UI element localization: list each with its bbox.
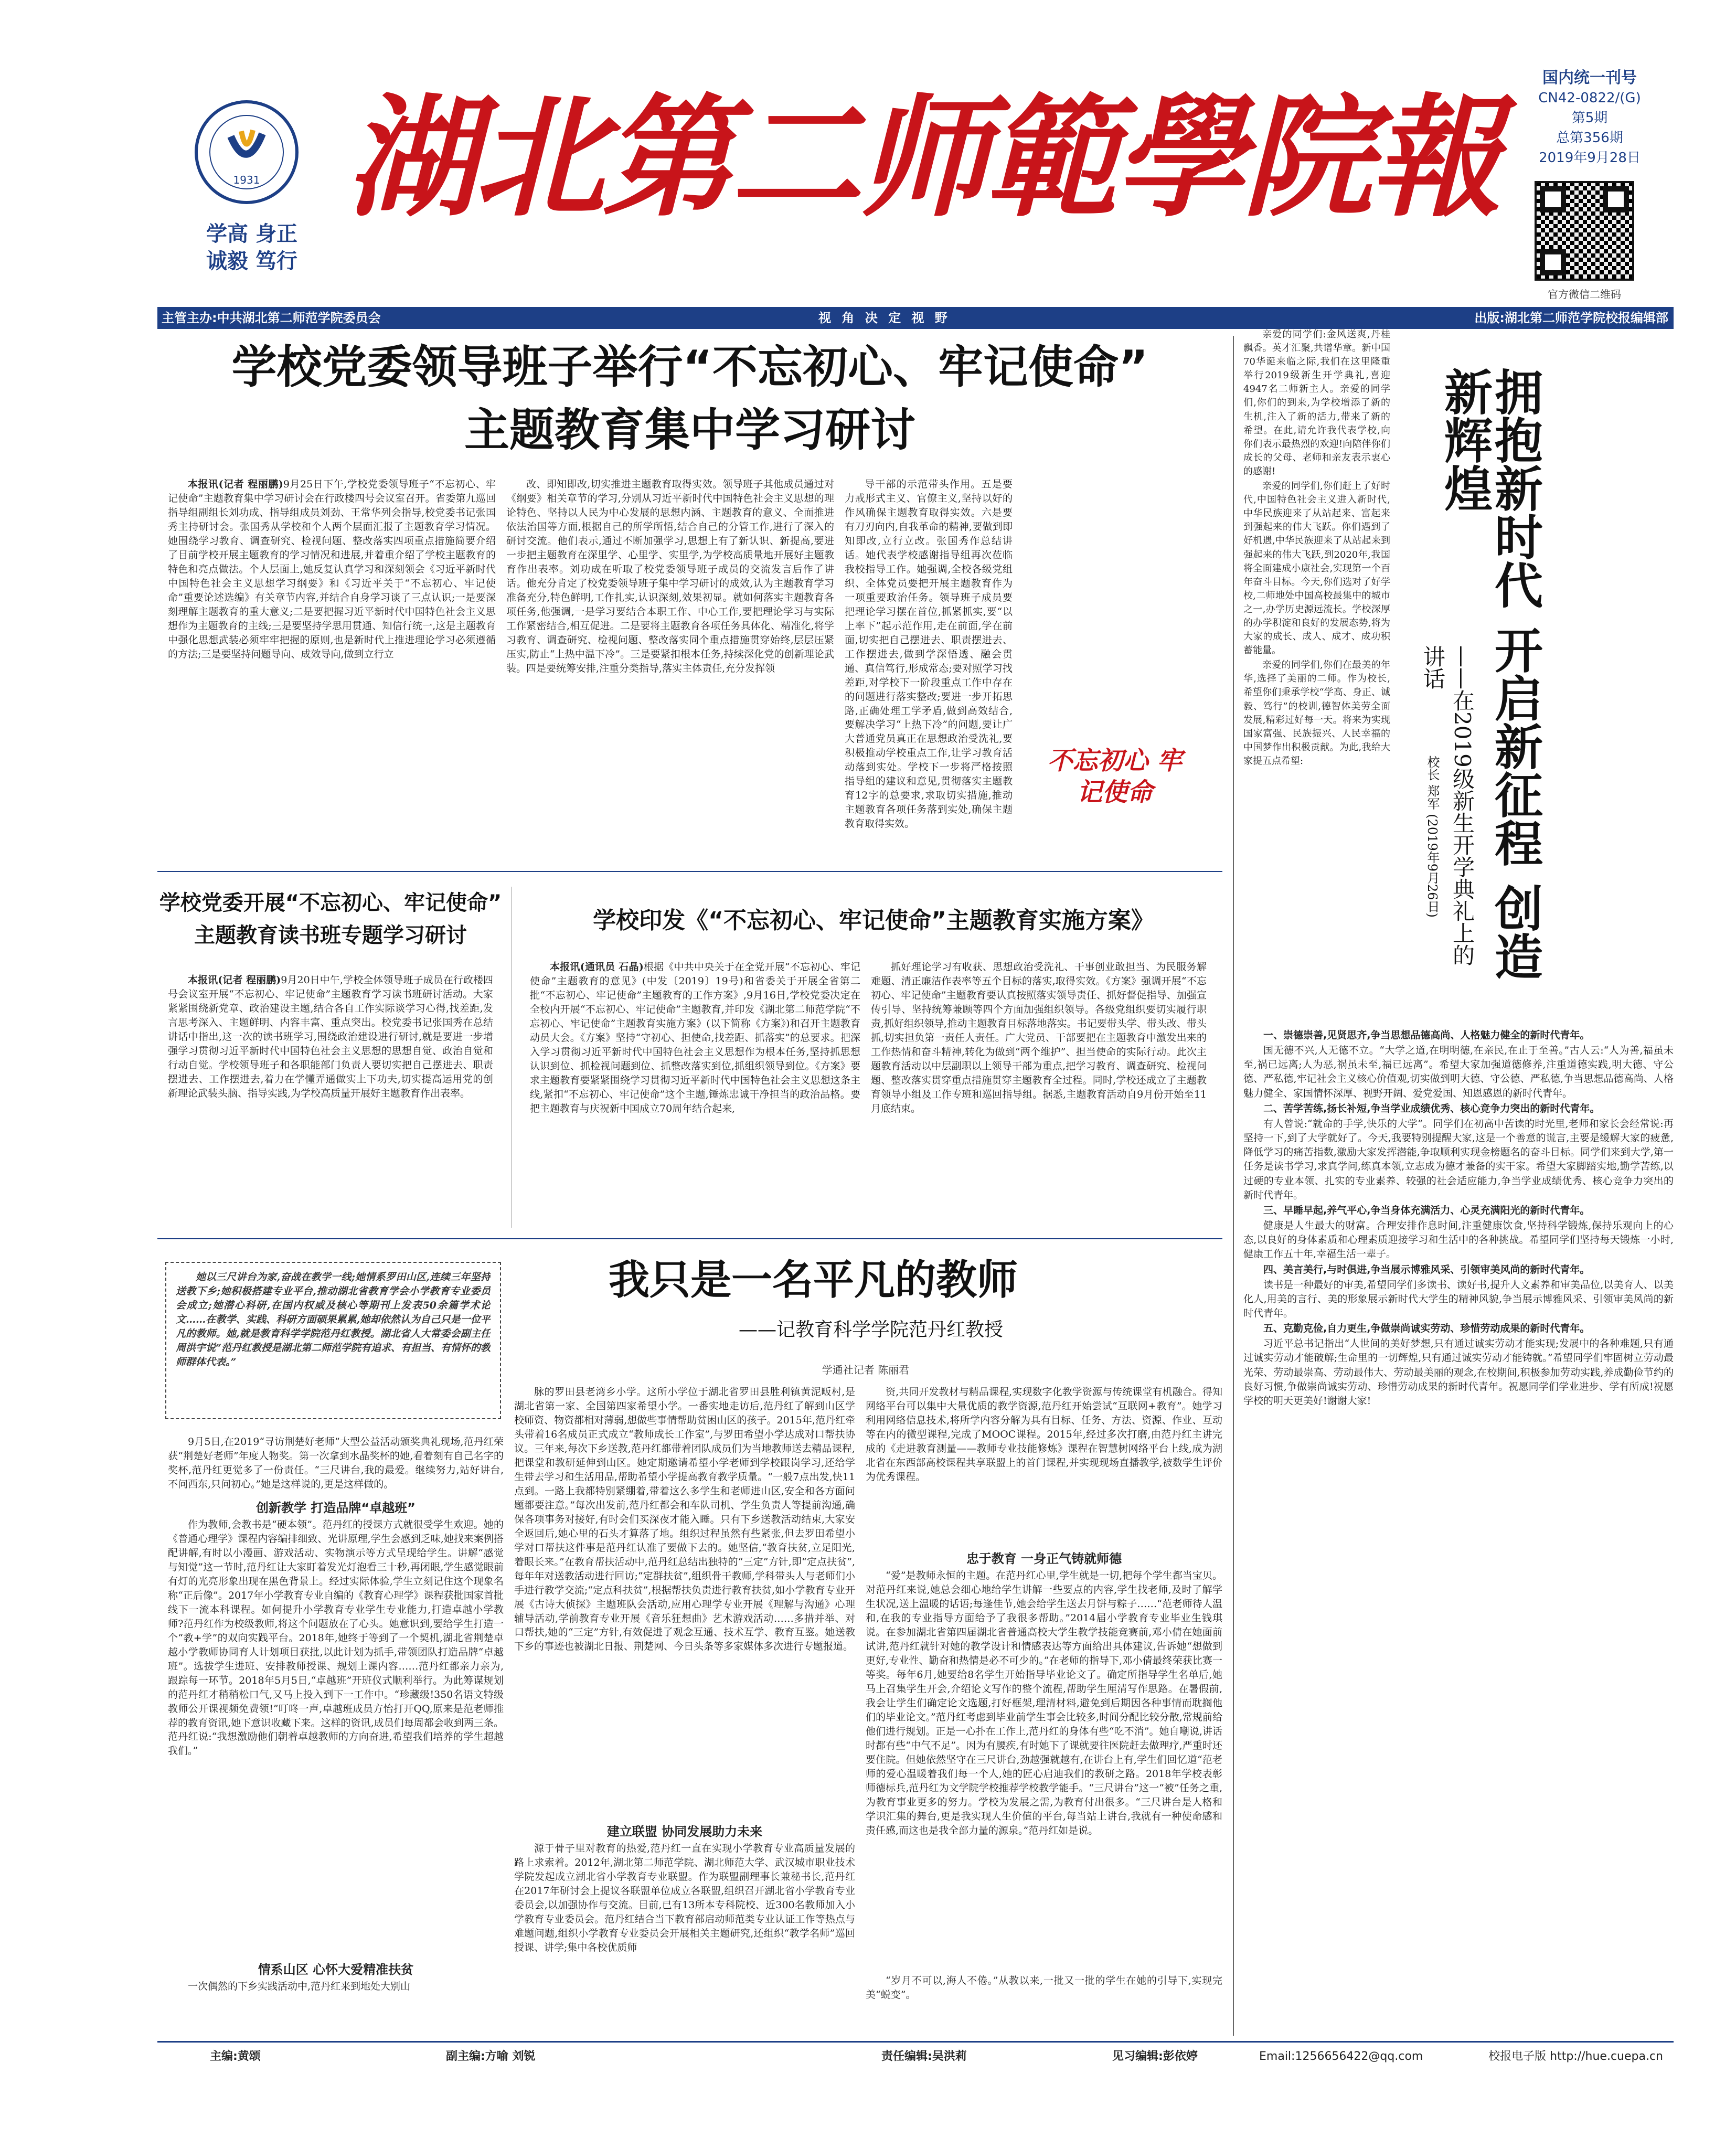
article-4-col-1-para-1: 9月5日,在2019“寻访荆楚好老师”大型公益活动颁奖典礼现场,范丹红荣获“荆楚好老师”年度人物奖。第一次拿到水晶奖杯的她,看着刻有自己名字的奖杯,范丹红更觉多了一份责任。“三尺讲台,我的最爱。继续努力,站好讲台,不问西东,只问初心。”她是这样说的,更是这样做的。 (168, 1436, 504, 1490)
article-2-byline: 本报讯(记者 程丽鹏) (188, 974, 281, 986)
svg-text:1931: 1931 (233, 174, 260, 186)
motto-line-2: 诚毅 笃行 (206, 249, 297, 273)
article-1-title (157, 336, 1222, 462)
article-4-subhead-1: 创新教学 打造品牌“卓越班” (256, 1500, 416, 1515)
article-1-text-2: 改、即知即改,切实推进主题教育取得实效。领导班子其他成员通过对《纲要》相关章节的学习,分别从习近平新时代中国特色社会主义思想的理论特色、坚持以人民为中心发展的思想内涵、主题教育的意义、全面推进依法治国等方面,根据自己的所学所悟,结合自己的分管工作,进行了深入的研讨交流。他们表示,通过不断加强学习,思想上有了新认识、新提高,要进一步把主题教育在深里学、心里学、实里学,为学校高质量地开展好主题教育作出表率。刘功成在听取了校党委领导班子成员的交流发言后作了讲话。他充分肯定了校党委领导班子集中学习研讨的成效,认为主题教育学习准备充分,特色鲜明,工作扎实,认识深刻,效果初显。就如何落实主题教育各项任务,他强调,一是学习要结合本职工作、中心工作,要把理论学习与实际工作紧密结合,相互促进。二是要将主题教育各项任务具体化、精准化,将学习教育、调查研究、检视问题、整改落实同个重点措施贯穿始终,层层压紧压实,防止“上热中温下冷”。三是要紧扣根本任务,持续深化党的创新理论武装。四是要统筹安排,注重分类指导,落实主体责任,充分发挥领 (506, 478, 834, 674)
qr-caption: 官方微信二维码 (1548, 288, 1621, 301)
speech-para-1: 亲爱的同学们:金风送爽,丹桂飘香。英才汇聚,共谱华章。新中国70华诞来临之际,我们在这里隆重举行2019级新生开学典礼,喜迎4947名二师新主人。亲爱的同学们,你们的到来,为学校增添了新的生机,注入了新的活力,带来了新的希望。在此,请允许我代表学校,向你们表示最热烈的欢迎!向陪伴你们成长的父母、老师和亲友表示衷心的感谢! (1243, 329, 1390, 477)
school-logo (194, 100, 299, 205)
issue-total: 总第356期 (1556, 130, 1623, 146)
article-4-col-2-para-2: 源于骨子里对教育的热爱,范丹红一直在实现小学教育专业高质量发展的路上求索着。2012年,湖北第二师范学院、湖北师范大学、武汉城市职业技术学院发起成立湖北省小学教育专业联盟。作为联盟副理事长兼秘书长,范丹红在2017年研讨会上提议各联盟单位成立各联盟,组织召开湖北省小学教育专业委员会,以加强协作与交流。目前,已有13所本专科院校、近300名教师加入小学教育专业委员会。范丹红结合当下教育部启动师范类专业认证工作等热点与难题问题,组织小学教育专业委员会开展相关主题研究,还组织“教学名师”巡回授课、讲学;集中各校优质师 (514, 1843, 855, 1953)
issue-number: 第5期 (1571, 110, 1608, 126)
speech-subtitle: ——在2019级新生开学典礼上的讲话 (1420, 645, 1475, 966)
article-4-intro-box (165, 1262, 501, 1419)
article-1-byline: 本报讯(记者 程丽鹏) (188, 478, 283, 490)
article-3-text-1: 根据《中共中央关于在全党开展“不忘初心、牢记使命”主题教育的意见》(中发〔2019〕19号)和省委关于开展全省第二批“不忘初心、牢记使命”主题教育的工作方案》,9月16日,学校党委决定在全校内开展“不忘初心、牢记使命”主题教育,并印发《湖北第二师范学院“不忘初心、牢记使命”主题教育实施方案》(以下简称《方案》)和召开主题教育动员大会。《方案》坚持“守初心、担使命,找差距、抓落实”的总要求。把深入学习贯彻习近平新时代中国特色社会主义思想作为根本任务,坚持抓思想认识到位、抓检视问题到位、抓整改落实到位,抓组织领导到位。《方案》要求主题教育要紧紧围绕学习贯彻习近平新时代中国特色社会主义思想这条主线,紧扣“不忘初心、牢记使命”这个主题,锤炼忠诚干净担当的政治品格。要把主题教育与庆祝新中国成立70周年结合起来, (530, 961, 860, 1114)
article-4-subhead-4: 忠于教育 一身正气铸就师德 (966, 1551, 1122, 1566)
speech-para-4: 国无德不兴,人无德不立。“大学之道,在明明德,在亲民,在止于至善。”古人云:“人为善,福虽未至,祸已远离;人为恶,祸虽未至,福已远离”。希望大家加强道德修养,注重道德实践,明大德、守公德、严私德,牢记社会主义核心价值观,切实做到明大德、守公德、严私德,争当思想品德高尚、人格魅力健全、家国情怀深厚、视野开阔、爱党爱国、知恩感恩的新时代青年。 (1243, 1045, 1674, 1099)
article-4-col-3-para-2: “爱”是教师永恒的主题。在范丹红心里,学生就是一切,把每个学生都当宝贝。对范丹红来说,她总会细心地给学生讲解一些要点的内容,学生找老师,及时了解学生状况,送上温暖的话语;每逢佳节,她会给学生送去月饼与粽子……“范老师待人温和,在我的专业指导方面给予了我很多帮助。”2014届小学教育专业毕业生钱琪说。在参加湖北省第四届湖北省普通高校大学生教学技能竞赛前,邓小倩在她面前试讲,范丹红就针对她的教学设计和情感表达等方面给出具体建议,告诉她“想做到更好,专业性、勤奋和热情是必不可少的。”在老师的指导下,邓小倩最终荣获比赛一等奖。每年6月,她要给8名学生开始指导毕业论文了。确定所指导学生名单后,她马上召集学生开会,介绍论文写作的整个流程,帮助学生厘清写作思路。在暑假前,我会让学生们确定论文选题,打好框架,理清材料,避免到后期因各种事情而耽搁他们的毕业论文。”范丹红考虑到毕业前学生事会比较多,时间分配比较分散,常规前给他们进行规划。正是一心扑在工作上,范丹红的身体有些“吃不消”。她自嘲说,讲话时都有些“中气不足”。因为有腰疾,有时她下了课就要往医院赶去做理疗,严重时还要住院。但她依然坚守在三尺讲台,劲越强就越有,在讲台上有,学生们回忆道“范老师的爱心温暖着我们每一个人,她的匠心启迪我们的教研之路。2018年学校表彰师德标兵,范丹红为文学院学校推荐学校教学能手。“三尺讲台”这一“被”任务之重,为教育事业更多的努力。学校为发展之需,为教育付出很多。“三尺讲台是人格和学识汇集的舞台,更是我实现人生价值的平台,每当站上讲台,我就有一种使命感和责任感,而这也是我全部力量的源泉。”范丹红如是说。 (866, 1570, 1222, 1836)
speech-point-5: 五、克勤克俭,自力更生,争做崇尚诚实劳动、珍惜劳动成果的新时代青年。 (1263, 1323, 1590, 1335)
footer-deputy-editor: 副主编:方喻 刘锐 (446, 2050, 536, 2063)
footer-duty-editor: 责任编辑:吴洪莉 (881, 2050, 967, 2063)
article-3-text-2: 抓好理论学习有收获、思想政治受洗礼、干事创业敢担当、为民服务解难题、清正廉洁作表率等五个目标的落实,取得实效。《方案》强调开展“不忘初心、牢记使命”主题教育要认真按照落实领导责任、抓好督促指导、加强宣传引导、坚持统筹兼顾等四个方面加强组织领导。各级党组织要切实履行职责,抓好组织领导,推动主题教育目标落地落实。书记要带头学、带头改、带头抓,切实担负第一责任人责任。广大党员、干部要把在主题教育中激发出来的工作热情和奋斗精神,转化为做到“两个维护”、担当使命的实际行动。此次主题教育活动以中层副职以上领导干部为重点,把学习教育、调查研究、检视问题、整改落实贯穿重点措施贯穿主题教育全过程。同时,学校还成立了主题教育领导小组及工作专班和巡回指导组。据悉,主题教育活动自9月份开始至11月底结束。 (871, 961, 1207, 1114)
footer-email: Email:1256656422@qq.com (1259, 2050, 1423, 2063)
stamp-calligraphy: 不忘初心 牢记使命 (1047, 746, 1183, 807)
article-4-col-3 (866, 1385, 1222, 2030)
article-4-col-3-para-3: “岁月不可以,海人不倦。”从教以来,一批又一批的学生在她的引导下,实现完美“蜕变”。 (866, 1975, 1222, 2001)
article-3-col-1 (530, 960, 860, 1228)
speech-para-8: 习近平总书记指出“人世间的美好梦想,只有通过诚实劳动才能实现;发展中的各种难题,只有通过诚实劳动才能破解;生命里的一切辉煌,只有通过诚实劳动才能铸就。”希望同学们牢固树立劳动最光荣、劳动最崇高、劳动最伟大、劳动最美丽的观念,在校期间,积极参加劳动实践,养成勤俭节约的良好习惯,争做崇尚诚实劳动、珍惜劳动成果的新时代青年。祝愿同学们学业进步、学有所成!祝愿学校的明天更美好!谢谢大家! (1243, 1338, 1674, 1407)
article-1-col-3 (845, 477, 1013, 860)
issn-code: CN42-0822/(G) (1538, 90, 1641, 106)
paper-title: 湖北第二师範學院報 (346, 80, 1498, 235)
speech-point-1: 一、崇德崇善,见贤思齐,争当思想品德高尚、人格魅力健全的新时代青年。 (1263, 1029, 1590, 1041)
article-4-intro: 她以三尺讲台为家,奋战在教学一线;她情系罗田山区,连续三年坚持送教下乡;她积极搭建专业平台,推动湖北省教育学会小学教育专业委员会成立;她潜心科研,在国内权威及核心等期刊上发表50余篇学术论文……在教学、实践、科研方面硕果累累,她却依然认为自己只是一位平凡的教师。她,就是教育科学学院范丹红教授。湖北省人大常委会副主任周洪宇说“范丹红教授是湖北第二师范学院有追求、有担当、有情怀的教师群体代表。” (176, 1271, 491, 1368)
article-2-title-line-1: 学校党委开展“不忘初心、牢记使命” (159, 891, 502, 915)
speech-date: (2019年9月26日) (1425, 814, 1440, 918)
speech-para-7: 读书是一种最好的审美,希望同学们多读书、读好书,提升人文素养和审美品位,以美育人、以美化人,用美的言行、美的形象展示新时代大学生的精神风貌,争当展示博雅风采、引领审美风尚的新时代青年。 (1243, 1279, 1674, 1319)
article-3-byline: 本报讯(通讯员 石晶) (550, 961, 644, 973)
speech-author (1411, 756, 1443, 986)
speech-point-4: 四、美言美行,与时俱进,争当展示博雅风采、引领审美风尚的新时代青年。 (1263, 1263, 1590, 1275)
banner-slogan: 视 角 决 定 视 野 (818, 311, 951, 325)
speech-title-text: 拥抱新时代 开启新征程 创造新辉煌 (1436, 367, 1543, 981)
banner-bar (157, 307, 1674, 329)
speech-para-3: 亲爱的同学们,你们在最美的年华,选择了美丽的二师。作为校长,希望你们秉承学校“学高、身正、诚毅、笃行”的校训,德智体美劳全面发展,精彩过好每一天。将来为实现国家富强、民族振兴、人民幸福的中国梦作出积极贡献。为此,我给大家提五点希望: (1243, 660, 1390, 767)
article-1-col-3b (1023, 477, 1201, 740)
article-4-col-2-para-1: 脉的罗田县老湾乡小学。这所小学位于湖北省罗田县胜利镇黄泥畈村,是湖北省第一家、全国第四家希望小学。一番实地走访后,范丹红了解到山区学校师资、物资都相对薄弱,想做些事情帮助贫困山区的孩子。2015年,范丹红牵头带着16名成员正式成立“教师成长工作室”,与罗田希望小学达成对口帮扶协议。三年来,每次下乡送教,范丹红都带着团队成员们为当地教师送去精品课程,把课堂和教研延伸到山区。她定期邀请希望小学老师到学校跟岗学习,还给学生带去学习和生活用品,帮助希望小学提高教育教学质量。“一般7点出发,快11点到。一路上我都特别紧绷着,带着这么多学生和老师进山区,安全和各方面问题都要注意。”每次出发前,范丹红都会和车队司机、学生负责人等提前沟通,确保各项事务对接好,有时会们买深夜才能入睡。只有下乡送教活动结束,大家安全返回后,她心里的石头才算落了地。组织过程虽然有些紧张,但去罗田希望小学对口帮扶这件事是范丹红认准了要做下去的。她坚信,“教育扶贫,立足阳光,着眼长来。”在教育帮扶活动中,范丹红总结出独特的“三定”方针,即“定点扶贫”,每年年对送教活动进行回访;“定群扶贫”,组织骨干教师,学科带头人与老师们小手进行教学交流;“定点科扶贫”,根据帮扶负责进行教育扶贫,如小学教育专业开展《古诗大侦探》主题班队会活动,应用心理学专业开展《理解与沟通》心理辅导活动,学前教育专业开展《音乐狂想曲》艺术游戏活动……多措并举、对口帮扶,她的“三定”方针,有效促进了观念互通、技术互学、教育互鉴。她送教下乡的事迹也被湖北日报、荆楚网、今日头条等多家媒体多次进行专题报道。 (514, 1386, 855, 1653)
article-4-col-1 (168, 1435, 504, 2028)
article-1-title-line-2: 主题教育集中学习研讨 (464, 404, 915, 456)
masthead (157, 63, 1498, 273)
article-4-byline: 学通社记者 陈丽君 (822, 1364, 910, 1376)
speech-author-name: 校长 郑军 (1425, 756, 1440, 810)
article-2-title (157, 887, 504, 952)
footer-eversion-link[interactable]: 校报电子版 http://hue.cuepa.cn (1488, 2050, 1663, 2063)
article-1-col-1 (168, 477, 496, 860)
article-4-col-1-para-3: 一次偶然的下乡实践活动中,范丹红来到地处大别山 (188, 1981, 411, 1993)
issue-date: 2019年9月28日 (1539, 150, 1641, 166)
article-2-text: 9月20日中午,学校全体领导班子成员在行政楼四号会议室开展“不忘初心、牢记使命”主题教育学习读书班研讨活动。大家紧紧围绕新党章、政治建设主题,结合各自工作实际谈学习心得,找差距,发言思考深入、主题鲜明、内容丰富、重点突出。校党委书记张国秀在总结讲话中指出,这一次的读书班学习,围绕政治建设进行研讨,就是要进一步增强学习贯彻习近平新时代中国特色社会主义思想的思想自觉、政治自觉和行动自觉。学校领导班子和各职能部门负责人要切实把自己摆进去、职责摆进去、工作摆进去,着力在学懂弄通做实上下功夫,切实提高运用党的创新理论武装头脑、指导实践,为学校高质量开展好主题教育作出表率。 (168, 974, 493, 1099)
article-4-col-1-para-2: 作为教师,会教书是“硬本领”。范丹红的授课方式就很受学生欢迎。她的《普通心理学》课程内容编排细致、光讲原理,学生会感到乏味,她找来案例搭配讲解,有时以小漫画、游戏活动、实物演示等方式呈现给学生。讲解“感觉与知觉”这一节时,范丹红让大家盯着发光灯泡看三十秒,再闭眼,学生感觉眼前有灯的光亮形象出现在黑色背景上。经过实际体验,学生立刻记住这个现象名称“正后像”。2017年小学教育专业自编的《教育心理学》课程获批国家首批线下一流本科课程。如何提升小学教育专业学生专业能力,打造卓越小学教师?范丹红作为校级教师,将这个问题放在了心头。她意识到,要给学生打造一个“教+学”的双向实践平台。2018年,她终于等到了一个契机,湖北省荆楚卓越小学教师协同育人计划项目获批,以此计划为抓手,带领团队打造品牌“卓越班”。选拔学生进班、安排教师授课、规划上课内容……范丹红都亲力亲为,跟踪每一环节。2018年5月5日,“卓越班”开班仪式顺利举行。为此筹谋规划的范丹红才稍稍松口气,又马上投入到下一工作中。“珍藏级!350名语文特级教师公开课视频免费领!”叮咚一声,卓越班成员方怡打开QQ,原来是范老师推荐的教育资讯,她下意识收藏下来。这样的资讯,成员们每周都会收到两三条。范丹红说:“我想激励他们朝着卓越教师的方向奋进,希望我们培养的学生超越我们。” (168, 1518, 504, 1757)
serial-label: 国内统一刊号 (1542, 69, 1637, 87)
speech-body-bottom (1243, 1028, 1674, 2030)
article-4-subtitle: ——记教育科学学院范丹红教授 (738, 1319, 1003, 1341)
speech-para-2: 亲爱的同学们,你们赶上了好时代,中国特色社会主义进入新时代,中华民族迎来了从站起来、富起来到强起来的伟大飞跃。你们遇到了好机遇,中华民族迎来了从站起来到强起来的伟大飞跃,到2020年,我国将全面建成小康社会,实现第一个百年奋斗目标。今天,你们选对了好学校,二师地处中国高校最集中的城市之一,办学历史源远流长。学校深厚的办学积淀和良好的发展态势,将为大家的成长、成人、成才、成功积蓄能量。 (1243, 481, 1390, 656)
banner-publisher: 出版:湖北第二师范学院校报编辑部 (1474, 311, 1668, 325)
article-4-title: 我只是一名平凡的教师 (608, 1257, 1018, 1304)
article-2-title-line-2: 主题教育读书班专题学习研讨 (194, 923, 467, 948)
article-1-title-line-1: 学校党委领导班子举行“不忘初心、牢记使命” (231, 341, 1148, 394)
speech-body-top (1243, 328, 1390, 1020)
speech-para-6: 健康是人生最大的财富。合理安排作息时间,注重健康饮食,坚持科学锻炼,保持乐观向上的心态,以良好的身体素质和心理素质迎接学习和生活中的各种挑战。希望同学们坚持每天锻炼一小时,健康工作五十年,幸福生活一辈子。 (1243, 1220, 1674, 1260)
footer-intern-editor: 见习编辑:彭依婷 (1112, 2050, 1198, 2063)
article-1-col-2 (506, 477, 834, 860)
issue-info (1506, 68, 1674, 168)
speech-para-5: 有人曾说:“就命的手学,快乐的大学”。同学们在初高中苦读的时光里,老师和家长会经常说:再坚持一下,到了大学就好了。今天,我要特别提醒大家,这是一个善意的谎言,主要是缓解大家的疲惫,降低学习的痛苦指数,激励大家发挥潜能,争取顺利实现金榜题名的奋斗目标。同学们来到大学,第一任务是读书学习,求真学问,练真本领,立志成为德才兼备的实干家。希望大家脚踏实地,勤学苦练,以过硬的专业本领、扎实的专业素养、较强的社会适应能力,争当学业成绩优秀、核心竞争力突出的新时代青年。 (1243, 1118, 1674, 1201)
article-4-subhead-3: 建立联盟 协同发展助力未来 (606, 1824, 763, 1839)
article-1-text-1: 9月25日下午,学校党委领导班子“不忘初心、牢记使命”主题教育集中学习研讨会在行政楼四号会议室召开。省委第九巡回指导组副组长刘功成、指导组成员刘劲、王常华列会指导,校党委书记张国秀主持研讨会。张国秀从学校和个人两个层面汇报了主题教育学习情况。她围绕学习教育、调查研究、检视问题、整改落实四项重点措施简要介绍了目前学校开展主题教育的学习情况和进展,并着重介绍了学校主题教育的特色和亮点做法。个人层面上,她反复认真学习和深刻领会《习近平新时代中国特色社会主义思想学习纲要》和《习近平关于“不忘初心、牢记使命”重要论述选编》有关章节内容,并结合自身学习谈了三点认识;一是要深刻理解主题教育的重大意义;二是要把握习近平新时代中国特色社会主义思想作为主题教育的主线;三是要坚持学思用贯通、知信行统一,这是主题教育中强化思想武装必须牢牢把握的原则,也是新时代上推进理论学习必须遵循的方法;三是要坚持问题导向、成效导向,做到立行立 (168, 478, 496, 660)
banner-sponsor: 主管主办:中共湖北第二师范学院委员会 (162, 311, 381, 325)
motto-line-1: 学高 身正 (206, 222, 297, 246)
motto (189, 220, 315, 275)
article-4-col-2 (514, 1385, 855, 2030)
speech-point-2: 二、苦学苦练,扬长补短,争当学业成绩优秀、核心竞争力突出的新时代青年。 (1263, 1102, 1600, 1114)
footer (157, 2046, 1674, 2067)
article-3-col-2 (871, 960, 1207, 1228)
footer-chief-editor: 主编:黄颂 (210, 2050, 261, 2063)
article-1-text-3: 导干部的示范带头作用。五是要力戒形式主义、官僚主义,坚持以好的作风确保主题教育取得实效。六是要有刀刃向内,自我革命的精神,要做到即知即改,立行立改。张国秀作总结讲话。她代表学校感谢指导组再次莅临我校指导工作。她强调,全校各级党组织、全体党员要把开展主题教育作为一项重要政治任务。领导班子成员要把理论学习摆在首位,抓紧抓实,要“以上率下”起示范作用,走在前面,学在前面,切实把自己摆进去、职责摆进去、工作摆进去,做到学深悟透、融会贯通、真信笃行,形成常态;要对照学习找差距,对学校下一阶段重点工作中存在的问题进行落实整改;要进一步开拓思路,正确处理工学矛盾,做到高效结合,要解决学习“上热下冷”的问题,要让广大普通党员真正在思想政治受洗礼,要积极推动学校重点工作,让学习教育活动落到实处。学校下一步将严格按照指导组的建议和意见,贯彻落实主题教育12字的总要求,求取切实措施,推动主题教育各项任务落到实处,确保主题教育取得实效。 (845, 478, 1013, 830)
article-2-body (168, 973, 493, 1225)
article-4-col-3-para-1: 资,共同开发教材与精品课程,实现数字化教学资源与传统课堂有机融合。得知网络平台可以集中大量优质的教学资源,范丹红开始尝试“互联网+教育”。她学习利用网络信息技术,将所学内容分解为具有目标、任务、方法、资源、作业、互动等在内的微型课程,完成了MOOC课程。2015年,经过多次打磨,由范丹红主讲完成的《走进教育测量——教师专业技能修炼》课程在智慧树网络平台上线,成为湖北省在东西部高校课程共享联盟上的首门课程,并实现现场直播教学,被数学生评价为优秀课程。 (866, 1386, 1222, 1483)
qr-code (1535, 181, 1634, 281)
speech-point-3: 三、早睡早起,养气平心,争当身体充满活力、心灵充满阳光的新时代青年。 (1263, 1204, 1590, 1216)
article-4-subhead-2: 情系山区 心怀大爱精准扶贫 (258, 1962, 414, 1977)
article-3-title: 学校印发《“不忘初心、牢记使命”主题教育实施方案》 (593, 907, 1154, 934)
